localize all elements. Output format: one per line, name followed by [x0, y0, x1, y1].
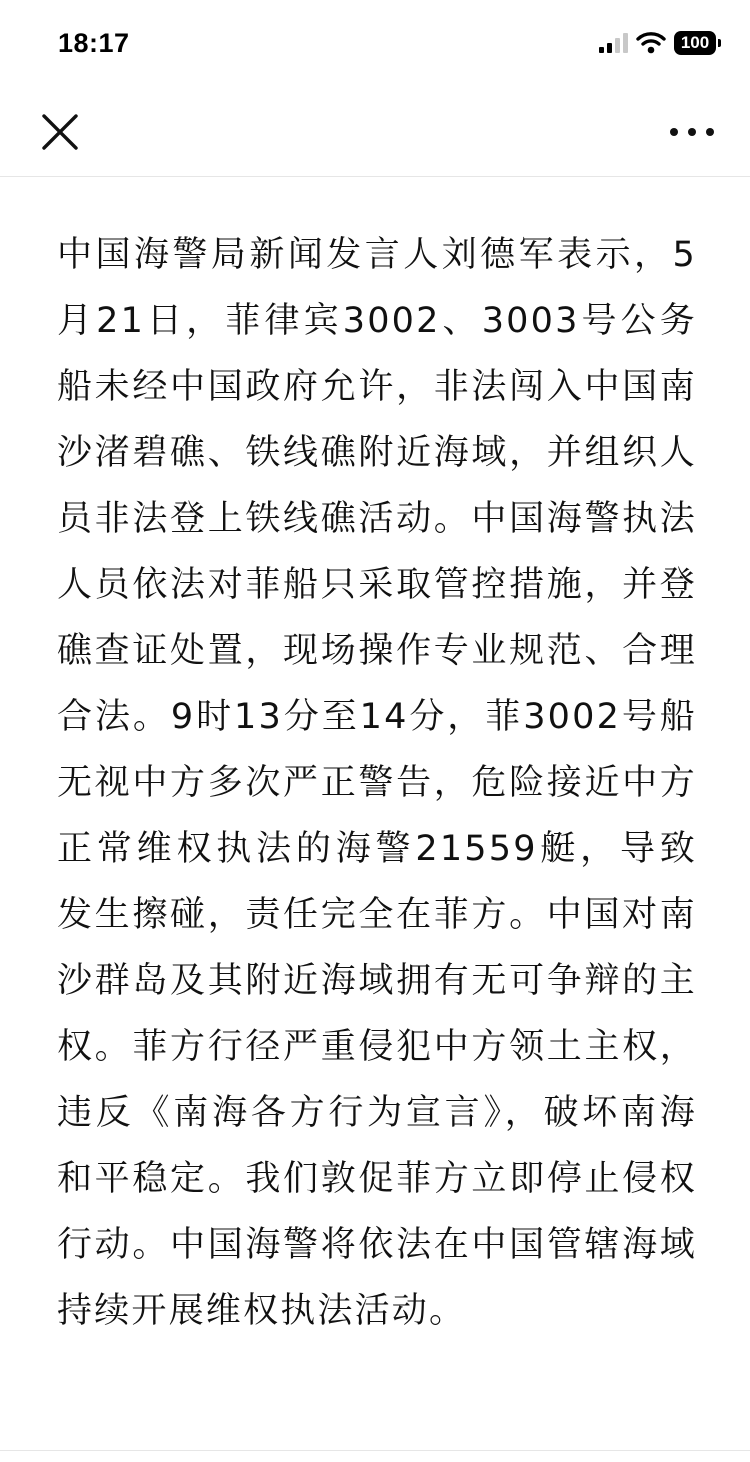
cellular-signal-icon: [598, 32, 628, 54]
article-content: [57, 222, 697, 1344]
close-button[interactable]: [36, 108, 84, 156]
status-bar: [0, 0, 750, 90]
wifi-icon: [636, 31, 666, 55]
bottom-divider: [0, 1450, 750, 1451]
article-body: 中国海警局新闻发言人刘德军表示，5月21日，菲律宾3002、3003号公务船未经中国政府允许，非法闯入中国南沙渚碧礁、铁线礁附近海域，并组织人员非法登上铁线礁活动。中国海警执法人员依法对菲船只采取管控措施，并登礁查证处置，现场操作专业规范、合理合法。9时13分至14分，菲3002号船无视中方多次严正警告，危险接近中方正常维权执法的海警21559艇，导致发生擦碰，责任完全在菲方。中国对南沙群岛及其附近海域拥有无可争辩的主权。菲方行径严重侵犯中方领土主权，违反《南海各方行为宣言》，破坏南海和平稳定。我们敦促菲方立即停止侵权行动。中国海警将依法在中国管辖海域持续开展维权执法活动。: [57, 235, 697, 1331]
battery-level: 100: [680, 33, 710, 52]
more-button[interactable]: [664, 108, 720, 156]
status-icons: [598, 31, 716, 55]
close-icon: [36, 108, 84, 156]
nav-bar: [0, 90, 750, 177]
battery-icon: [674, 31, 716, 55]
status-time: 18:17: [58, 28, 130, 58]
more-icon: [664, 108, 720, 156]
